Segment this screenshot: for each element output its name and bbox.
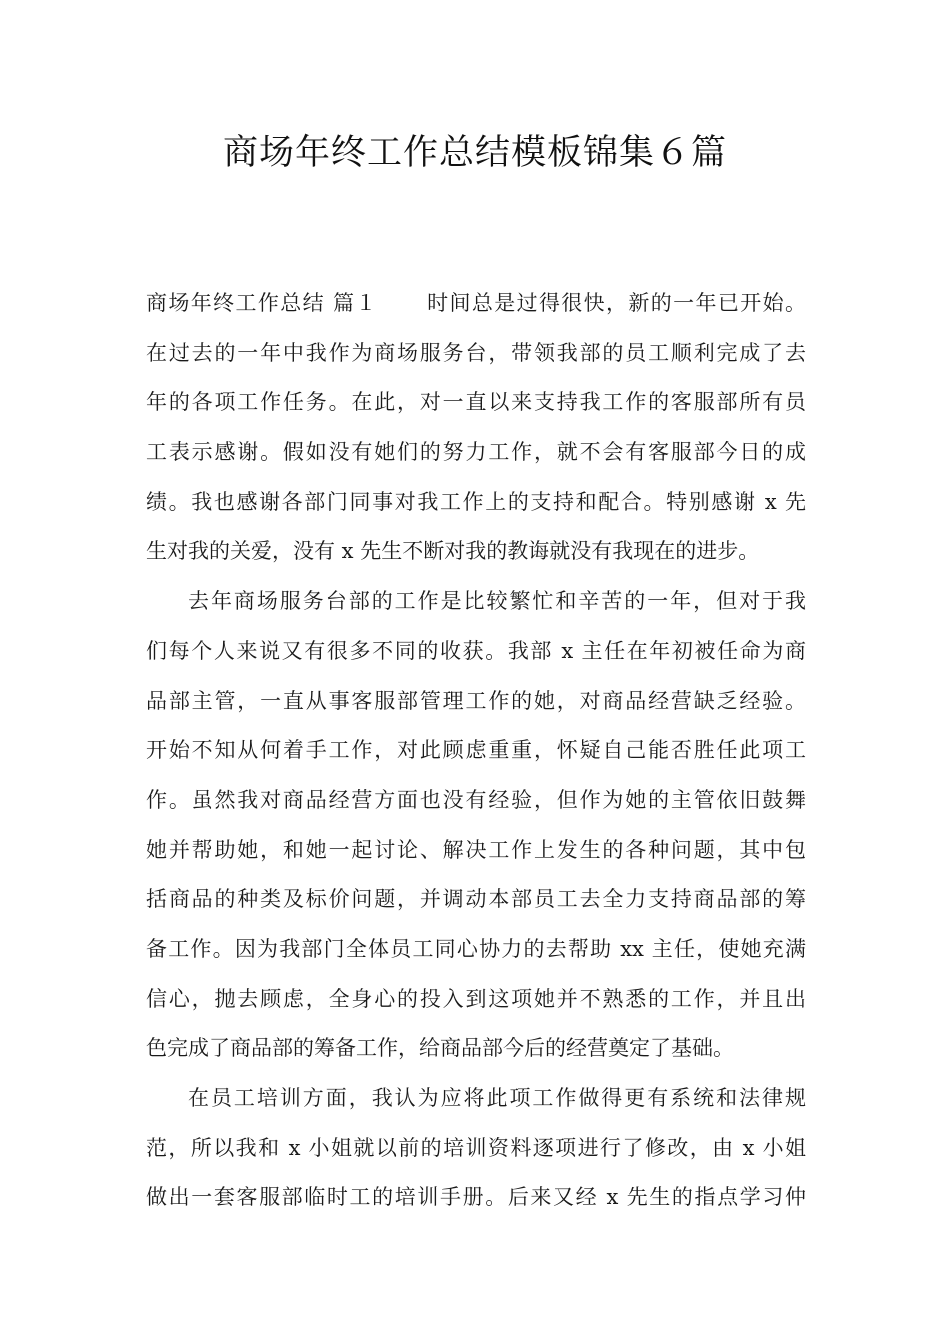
paragraph-line: 在员工培训方面，我认为应将此项工作做得更有系统和法律规 xyxy=(188,1086,806,1110)
paragraph-line: 们每个人来说又有很多不同的收获。我部 x 主任在年初被任命为商 xyxy=(146,638,806,663)
paragraph-line: 开始不知从何着手工作，对此顾虑重重，怀疑自己能否胜任此项工 xyxy=(146,738,806,763)
paragraph-line: 作。虽然我对商品经营方面也没有经验，但作为她的主管依旧鼓舞 xyxy=(146,787,806,812)
document-body xyxy=(146,279,806,1223)
paragraph-line: 信心，抛去顾虑，全身心的投入到这项她并不熟悉的工作，并且出 xyxy=(146,986,806,1011)
document-title: 商场年终工作总结模板锦集６篇 xyxy=(222,133,727,173)
paragraph-line: 工表示感谢。假如没有她们的努力工作，就不会有客服部今日的成 xyxy=(146,440,806,465)
paragraph-line: 绩。我也感谢各部门同事对我工作上的支持和配合。特别感谢 x 先 xyxy=(146,489,806,514)
paragraph-line: 生对我的关爱，没有 x 先生不断对我的教诲就没有我现在的进步。 xyxy=(146,539,760,564)
text-line: 时间总是过得很快，新的一年已开始。 xyxy=(425,291,806,315)
paragraph-line: 品部主管，一直从事客服部管理工作的她，对商品经营缺乏经验。 xyxy=(146,688,806,713)
paragraph-line: 范，所以我和 x 小姐就以前的培训资料逐项进行了修改，由 x 小姐 xyxy=(146,1135,806,1160)
paragraph-line: 去年商场服务台部的工作是比较繁忙和辛苦的一年，但对于我 xyxy=(188,589,806,614)
paragraph-line: 年的各项工作任务。在此，对一直以来支持我工作的客服部所有员 xyxy=(146,390,806,415)
paragraph-line xyxy=(146,279,806,329)
paragraph-line: 做出一套客服部临时工的培训手册。后来又经 x 先生的指点学习仲 xyxy=(146,1185,806,1210)
paragraph-line: 她并帮助她，和她一起讨论、解决工作上发生的各种问题，其中包 xyxy=(146,837,806,862)
paragraph-line: 色完成了商品部的筹备工作，给商品部今后的经营奠定了基础。 xyxy=(146,1036,734,1061)
paragraph-line: 在过去的一年中我作为商场服务台，带领我部的员工顺利完成了去 xyxy=(146,340,806,365)
section-label: 商场年终工作总结 篇１ xyxy=(146,291,378,315)
paragraph-line: 备工作。因为我部门全体员工同心协力的去帮助 xx 主任，使她充满 xyxy=(146,936,806,961)
paragraph-line: 括商品的种类及标价问题，并调动本部员工去全力支持商品部的筹 xyxy=(146,887,806,912)
